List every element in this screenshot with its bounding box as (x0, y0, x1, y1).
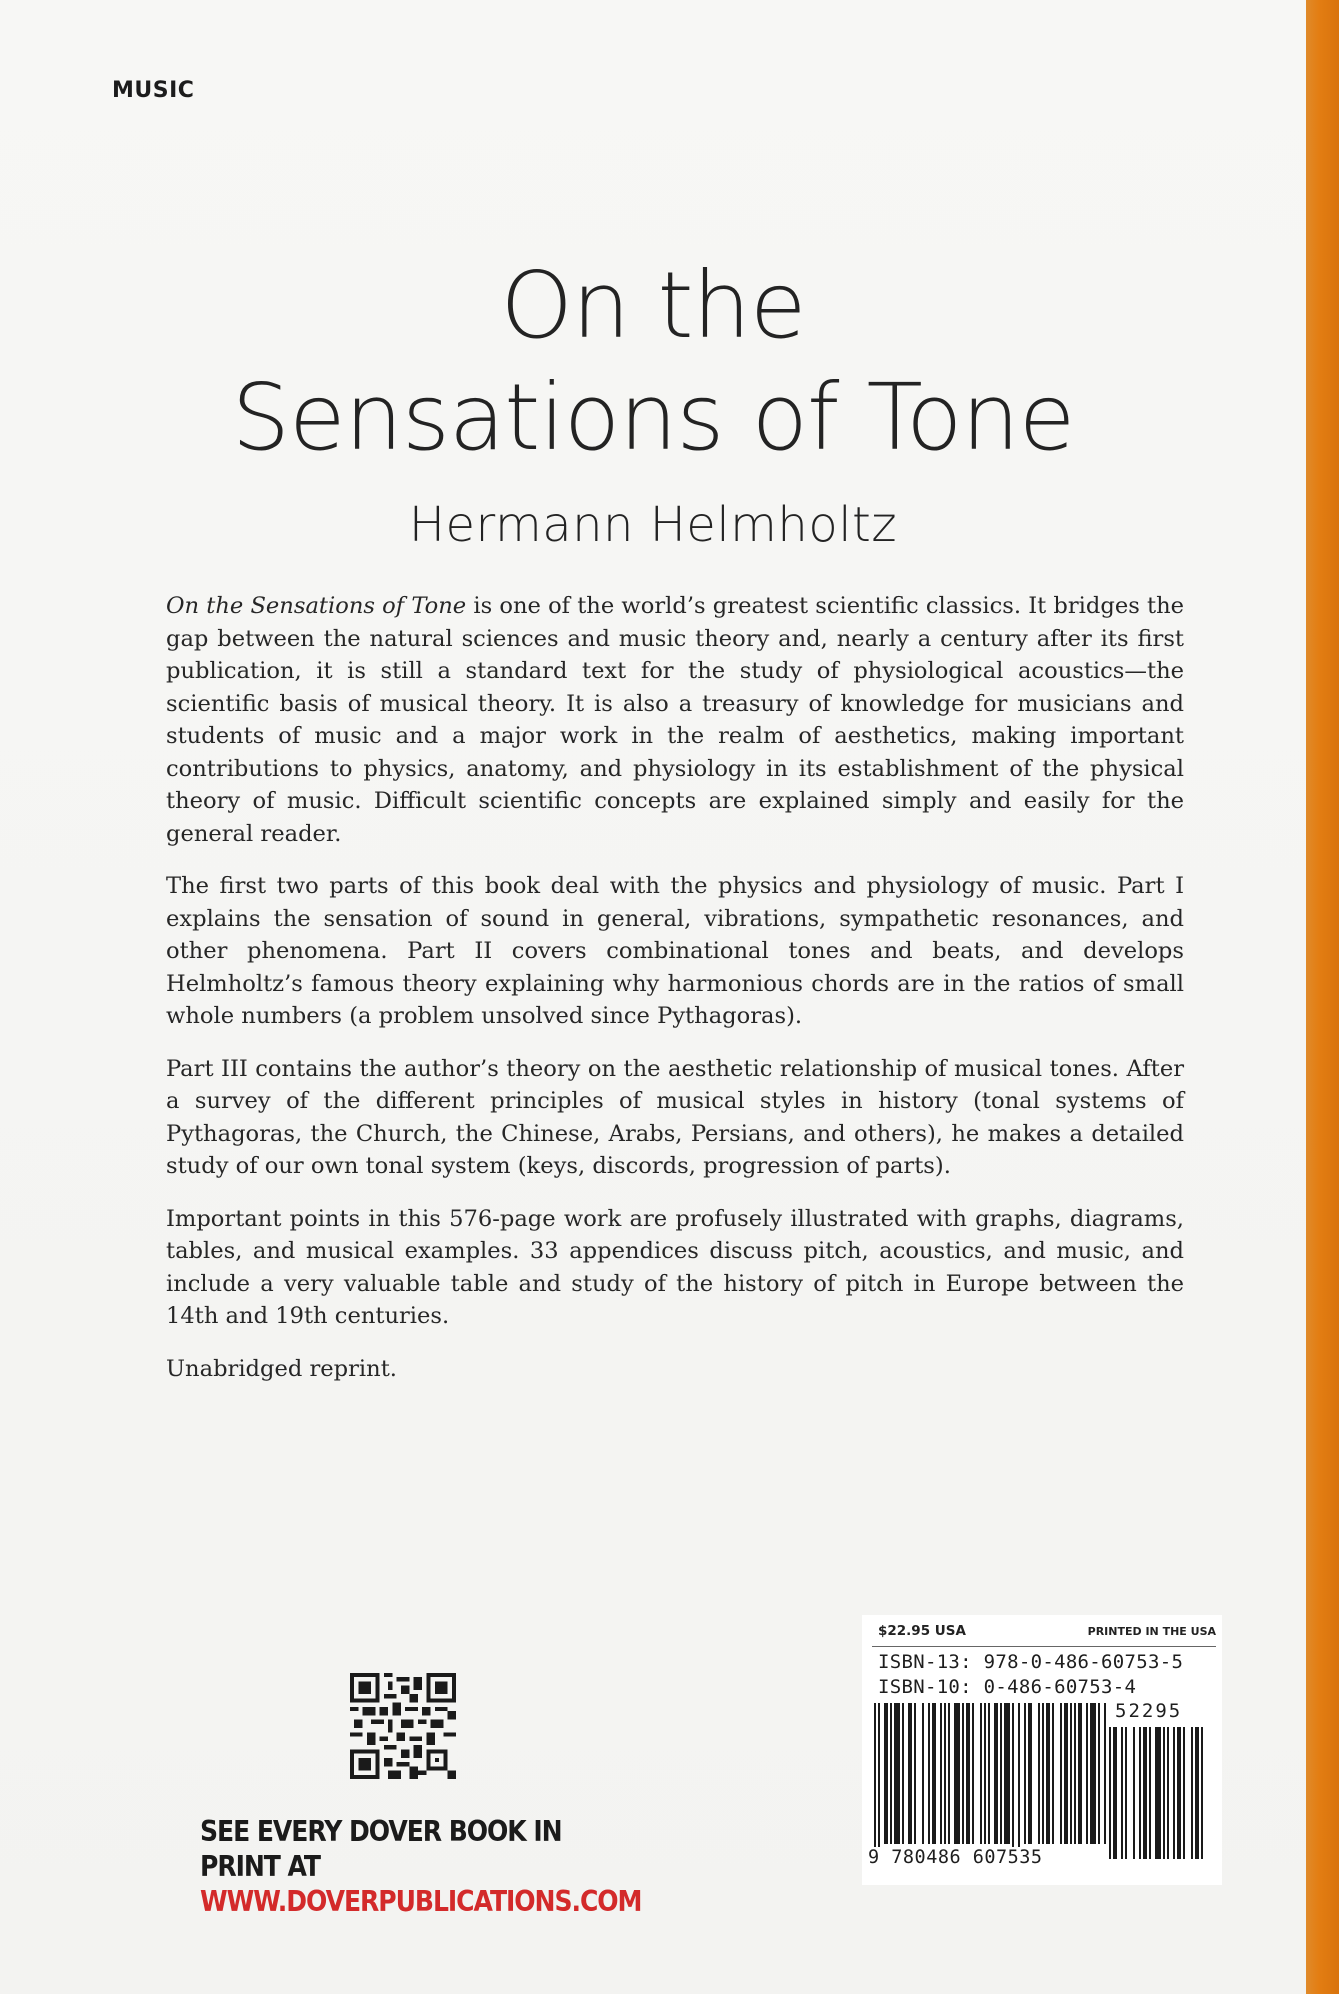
description-paragraph-2: The first two parts of this book deal with the physics and physiology of music. Part I explains the sensation of sound in general, vibrations, sympathetic resonances, and other phenomena. Part II covers combinational tones and beats, and develops Helmholtz’s famous theory explaining why harmonious chords are in the ratios of small whole numbers (a problem unsolved since Pythagoras). (166, 873, 1184, 1029)
description-paragraph-1 (166, 590, 1184, 850)
book-title (0, 250, 1306, 474)
ean-barcode (874, 1703, 1106, 1858)
barcode-addon-number: 52295 (1115, 1700, 1183, 1722)
promo-url[interactable]: WWW.DOVERPUBLICATIONS.COM (200, 1885, 642, 1918)
isbn-divider (872, 1646, 1216, 1647)
barcode-panel (862, 1615, 1222, 1885)
printed-in-label: PRINTED IN THE USA (1087, 1625, 1216, 1638)
title-line-2: Sensations of Tone (231, 364, 1075, 471)
promo-line-1: SEE EVERY DOVER BOOK IN PRINT AT (200, 1815, 562, 1883)
category-label: MUSIC (112, 78, 195, 103)
isbn-10: ISBN-10: 0-486-60753-4 (878, 1676, 1137, 1698)
author-name: Hermann Helmholtz (408, 497, 898, 553)
title-line-1: On the (500, 252, 806, 359)
spine-edge (1306, 0, 1339, 1994)
addon-barcode (1109, 1727, 1213, 1859)
description-paragraph-4: Important points in this 576-page work are profusely illustrated with graphs, diagrams, tables, and musical examples. 33 appendices discuss pitch, acoustics, and music, and include a very valuable table and study of the history of pitch in Europe between the 14th and 19th centuries. (166, 1205, 1184, 1329)
qr-code (350, 1673, 456, 1779)
dover-promo (200, 1814, 642, 1919)
isbn-13: ISBN-13: 978-0-486-60753-5 (878, 1651, 1184, 1673)
price-label: $22.95 USA (878, 1623, 966, 1639)
description-paragraph-3: Part III contains the author’s theory on the aesthetic relationship of musical tones. After a survey of the different principles of musical styles in history (tonal systems of Pythagoras, the Church, the Chinese, Arabs, Persians, and others), he makes a detailed study of our own tonal system (keys, discords, progression of parts). (166, 1055, 1184, 1179)
description-paragraph-1-text: is one of the world’s greatest scientific classics. It bridges the gap between the natural sciences and music theory and, nearly a century after its first publication, it is still a standard text for the study of physiological acoustics—the scientific basis of musical theory. It is also a treasury of knowledge for musicians and students of music and a major work in the realm of aesthetics, making important contributions to physics, anatomy, and physiology in its establishment of the physical theory of music. Difficult scientific concepts are explained simply and easily for the general reader. (166, 593, 1184, 847)
barcode-digits: 9 780486 607535 (868, 1847, 1043, 1868)
description-paragraph-5: Unabridged reprint. (166, 1355, 397, 1382)
description (166, 590, 1184, 1405)
title-reference: On the Sensations of Tone (166, 593, 467, 619)
